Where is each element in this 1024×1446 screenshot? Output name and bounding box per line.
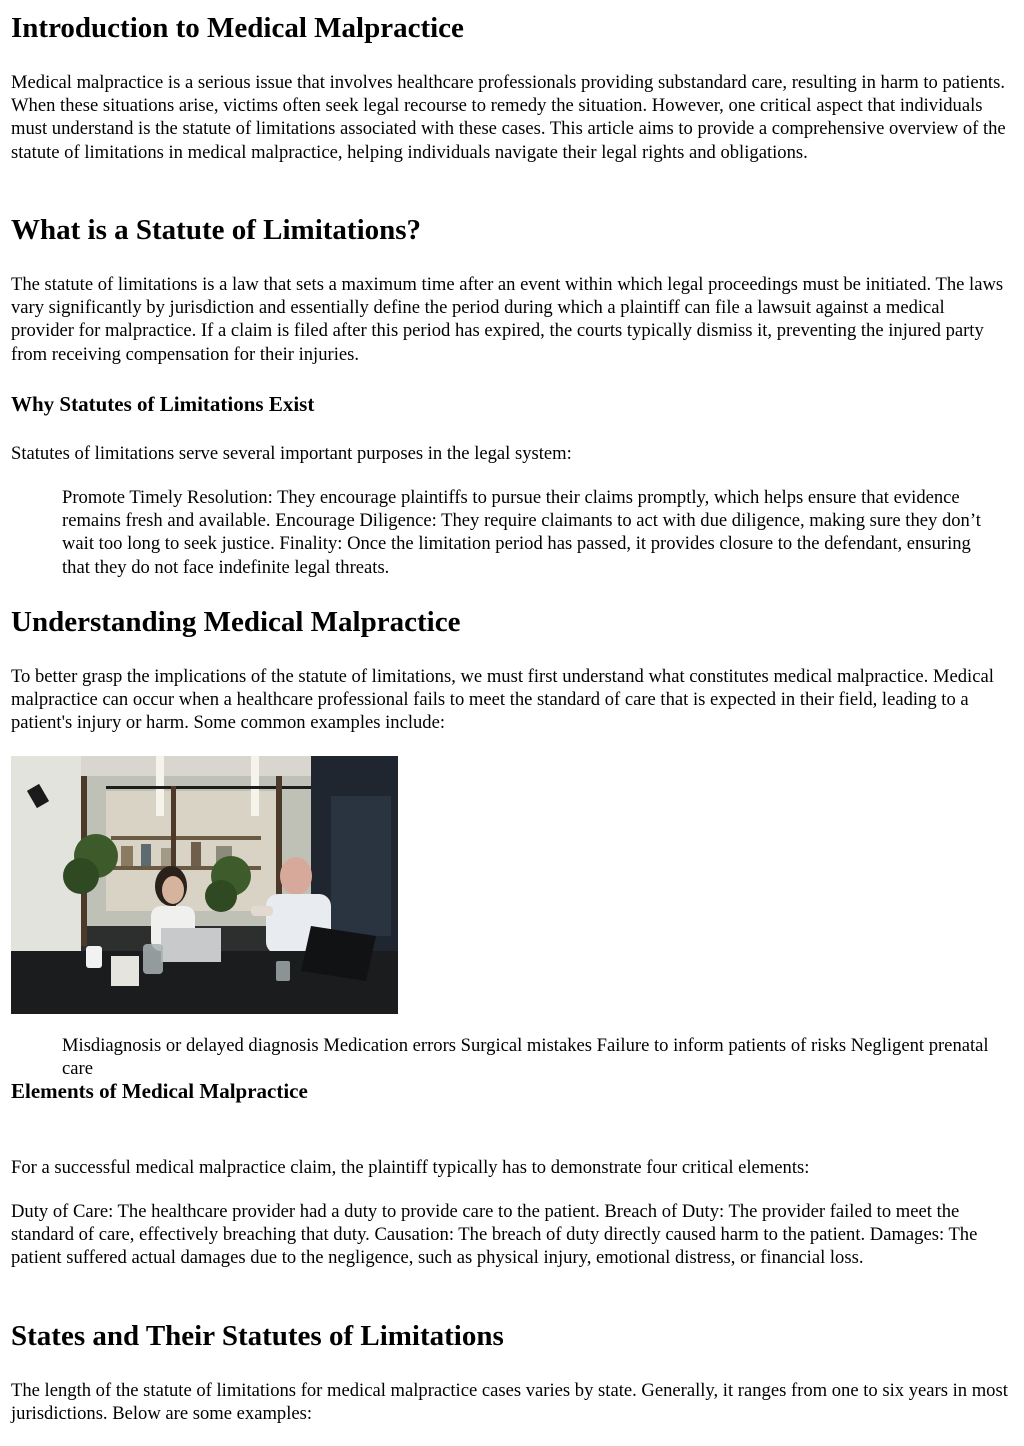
states-paragraph: The length of the statute of limitations for medical malpractice cases varies by state. Generally, it ranges from one to six years in most jurisdictions. Below are some examples: <box>11 1380 1008 1425</box>
intro-paragraph: Medical malpractice is a serious issue that involves healthcare professionals providing substandard care, resulting in harm to patients. When these situations arise, victims often seek legal recourse to remedy the situation. However, one critical aspect that individuals must understand is the statute of limitations associated with these cases. This article aims to provide a comprehensive overview of the statute of limitations in medical malpractice, helping individuals navigate their legal rights and obligations. <box>11 72 1006 163</box>
why-exist-paragraph: Statutes of limitations serve several important purposes in the legal system: <box>11 443 572 464</box>
heading-why-statutes-exist: Why Statutes of Limitations Exist <box>11 392 315 416</box>
office-meeting-photo <box>11 756 398 1014</box>
what-is-paragraph: The statute of limitations is a law that sets a maximum time after an event within which legal proceedings must be initiated. The laws vary significantly by jurisdiction and essentially define the period during which a plaintiff can file a lawsuit against a medical provider for malpractice. If a claim is filed after this period has expired, the courts typically dismiss it, preventing the injured party from receiving compensation for their injuries. <box>11 274 1004 365</box>
heading-elements: Elements of Medical Malpractice <box>11 1079 308 1103</box>
understanding-paragraph: To better grasp the implications of the statute of limitations, we must first understand what constitutes medical malpractice. Medical malpractice can occur when a healthcare professional fails to meet the standard of care that is expected in their field, leading to a patient's injury or harm. Some common examples include: <box>11 666 994 734</box>
malpractice-examples: Misdiagnosis or delayed diagnosis Medication errors Surgical mistakes Failure to inform patients of risks Negligent prenatal care <box>62 1035 989 1080</box>
heading-understanding: Understanding Medical Malpractice <box>11 606 461 638</box>
heading-states: States and Their Statutes of Limitations <box>11 1320 504 1352</box>
elements-list: Duty of Care: The healthcare provider had a duty to provide care to the patient. Breach of Duty: The provider failed to meet the standard of care, effectively breaching that duty. Causation: The breach of duty directly caused harm to the patient. Damages: The patient suffered actual damages due to the negligence, such as physical injury, emotional distress, or financial loss. <box>11 1201 978 1269</box>
office-meeting-illustration <box>11 756 398 1014</box>
heading-what-is-statute: What is a Statute of Limitations? <box>11 214 422 246</box>
heading-introduction: Introduction to Medical Malpractice <box>11 12 464 44</box>
purposes-list: Promote Timely Resolution: They encourage plaintiffs to pursue their claims promptly, which helps ensure that evidence remains fresh and available. Encourage Diligence: They require claimants to act with due diligence, making sure they don’t wait too long to seek justice. Finality: Once the limitation period has passed, it provides closure to the defendant, ensuring that they do not face indefinite legal threats. <box>62 487 981 578</box>
elements-intro-paragraph: For a successful medical malpractice claim, the plaintiff typically has to demonstrate four critical elements: <box>11 1157 810 1178</box>
